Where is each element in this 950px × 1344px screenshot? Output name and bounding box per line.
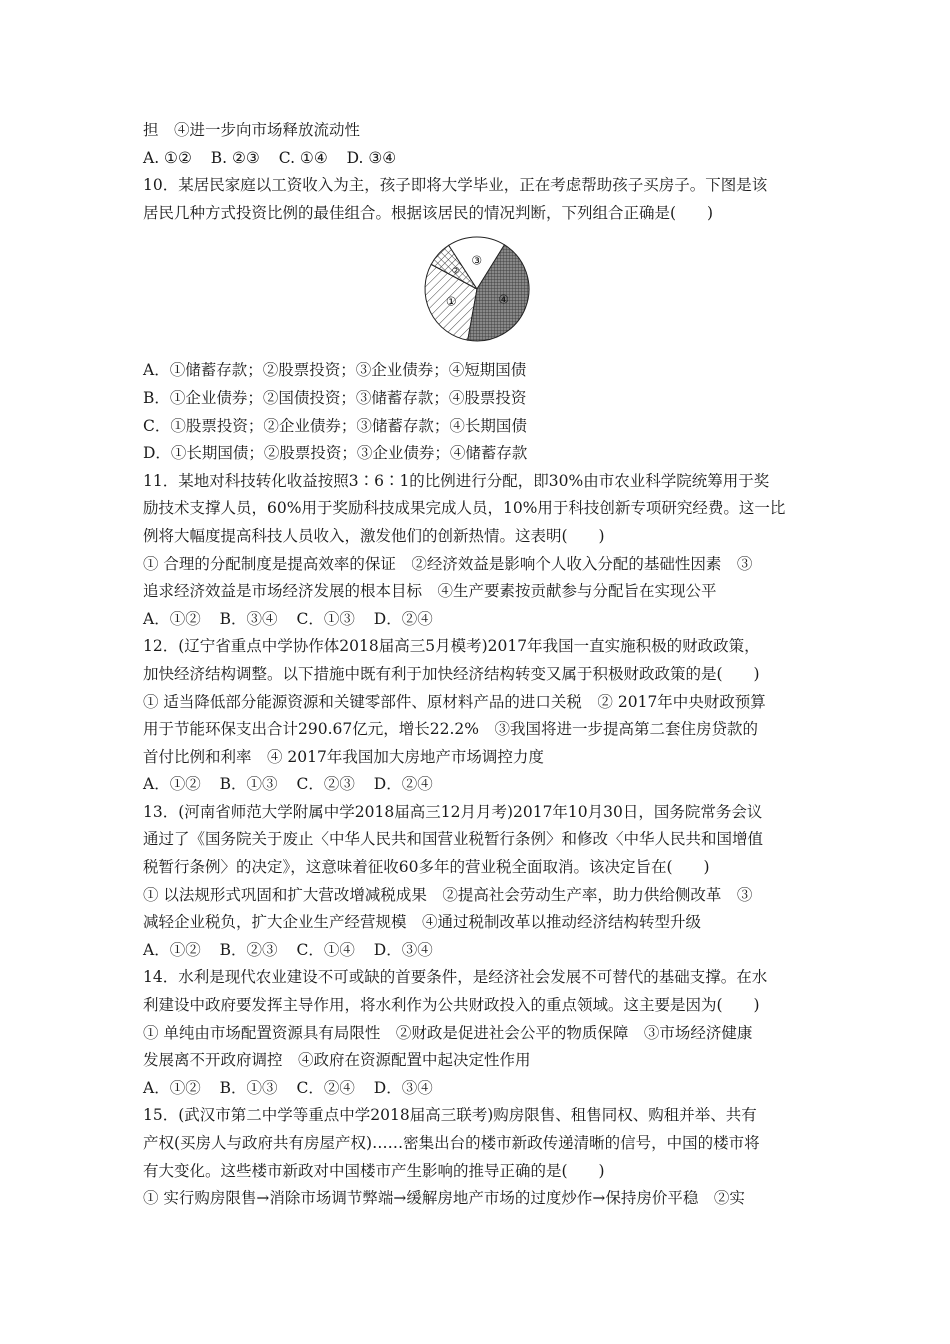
q15-stem-line: 15．(武汉市第二中学等重点中学2018届高三联考)购房限售、租售同权、购租并举、共有 [143, 1106, 757, 1125]
q12-statement-line: 用于节能环保支出合计290.67亿元，增长22.2% ③我国将进一步提高第二套住房贷款的 [143, 720, 758, 739]
q13-option-d[interactable]: D．③④ [373, 940, 433, 959]
q12-statement-line: ① 适当降低部分能源资源和关键零部件、原材料产品的进口关税 ② 2017年中央财政预算 [143, 692, 766, 711]
q10-option-b[interactable]: B．①企业债券；②国债投资；③储蓄存款；④股票投资 [143, 388, 527, 407]
q11-options [143, 606, 813, 634]
q11-stem-line: 例将大幅度提高科技人员收入，激发他们的创新热情。这表明( ) [143, 526, 605, 545]
q11-option-a[interactable]: A．①② [143, 609, 201, 628]
q10-option-d[interactable]: D．①长期国债；②股票投资；③企业债券；④储蓄存款 [143, 444, 528, 463]
q12-stem-line: 加快经济结构调整。以下措施中既有利于加快经济结构转变又属于积极财政政策的是( ) [143, 664, 760, 683]
q13-stem-line: 通过了《国务院关于废止〈中华人民共和国营业税暂行条例〉和修改〈中华人民共和国增值 [143, 830, 764, 849]
q13-statement-line: 减轻企业税负，扩大企业生产经营规模 ④通过税制改革以推动经济结构转型升级 [143, 913, 702, 932]
q12-statement-line: 首付比例和利率 ④ 2017年我国加大房地产市场调控力度 [143, 747, 544, 766]
q14-option-c[interactable]: C．②④ [296, 1078, 355, 1097]
q9-option-d[interactable]: D. ③④ [346, 148, 397, 167]
q10-option-a[interactable]: A．①储蓄存款；②股票投资；③企业债券；④短期国债 [143, 361, 527, 380]
q13-stem-line: 13．(河南省师范大学附属中学2018届高三12月月考)2017年10月30日，国务院常务会议 [143, 802, 763, 821]
q12-stem-line: 12．(辽宁省重点中学协作体2018届高三5月模考)2017年我国一直实施积极的财政政策， [143, 637, 760, 656]
q11-stem-line: 11．某地对科技转化收益按照3∶6∶1的比例进行分配，即30%由市农业科学院统筹用于奖 [143, 471, 770, 490]
q10-option-c[interactable]: C．①股票投资；②企业债券；③储蓄存款；④长期国债 [143, 416, 527, 435]
q14-stem-line: 利建设中政府要发挥主导作用，将水利作为公共财政投入的重点领域。这主要是因为( ) [143, 996, 760, 1015]
q10-stem-line: 10．某居民家庭以工资收入为主，孩子即将大学毕业，正在考虑帮助孩子买房子。下图是该 [143, 176, 768, 195]
pie-slice-label-3: ③ [471, 253, 483, 268]
q11-stem-line: 励技术支撑人员，60%用于奖励科技成果完成人员，10%用于科技创新专项研究经费。这一比 [143, 499, 786, 518]
pie-chart-svg [413, 231, 543, 351]
q9-option-b[interactable]: B. ②③ [210, 148, 260, 167]
q14-option-d[interactable]: D．③④ [373, 1078, 433, 1097]
q14-option-b[interactable]: B．①③ [219, 1078, 278, 1097]
q13-option-c[interactable]: C．①④ [296, 940, 355, 959]
q13-options [143, 937, 813, 965]
pie-slice-label-2: ② [451, 266, 461, 277]
q12-option-d[interactable]: D．②④ [373, 775, 433, 794]
exam-page [143, 117, 813, 1213]
q12-options [143, 771, 813, 799]
q14-statement-line: ① 单纯由市场配置资源具有局限性 ②财政是促进社会公平的物质保障 ③市场经济健康 [143, 1023, 753, 1042]
q13-statement-line: ① 以法规形式巩固和扩大营改增减税成果 ②提高社会劳动生产率，助力供给侧改革 ③ [143, 885, 753, 904]
q11-option-b[interactable]: B．③④ [219, 609, 278, 628]
q13-option-a[interactable]: A．①② [143, 940, 201, 959]
q11-option-c[interactable]: C．①③ [296, 609, 355, 628]
q11-option-d[interactable]: D．②④ [373, 609, 433, 628]
q13-option-b[interactable]: B．②③ [219, 940, 278, 959]
q9-tail: 担 ④进一步向市场释放流动性 [143, 121, 361, 139]
q12-option-c[interactable]: C．②③ [296, 775, 355, 794]
q15-statement-line: ① 实行购房限售→消除市场调节弊端→缓解房地产市场的过度炒作→保持房价平稳 ②实 [143, 1189, 745, 1208]
q14-statement-line: 发展离不开政府调控 ④政府在资源配置中起决定性作用 [143, 1051, 531, 1070]
q14-options [143, 1075, 813, 1103]
investment-pie-chart [143, 227, 813, 357]
pie-slice-label-4: ④ [498, 292, 510, 307]
q13-stem-line: 税暂行条例〉的决定》，这意味着征收60多年的营业税全面取消。该决定旨在( ) [143, 858, 710, 877]
q11-statement-line: ① 合理的分配制度是提高效率的保证 ②经济效益是影响个人收入分配的基础性因素 ③ [143, 554, 753, 573]
q9-option-c[interactable]: C. ①④ [278, 148, 328, 167]
q15-stem-line: 产权(买房人与政府共有房屋产权)……密集出台的楼市新政传递清晰的信号，中国的楼市将 [143, 1134, 760, 1152]
q14-stem-line: 14．水利是现代农业建设不可或缺的首要条件，是经济社会发展不可替代的基础支撑。在水 [143, 968, 768, 987]
q9-option-a[interactable]: A. ①② [143, 148, 192, 167]
pie-slice-label-1: ① [445, 294, 457, 309]
q11-statement-line: 追求经济效益是市场经济发展的根本目标 ④生产要素按贡献参与分配旨在实现公平 [143, 582, 717, 601]
q15-stem-line: 有大变化。这些楼市新政对中国楼市产生影响的推导正确的是( ) [143, 1161, 605, 1180]
q12-option-b[interactable]: B．①③ [219, 775, 278, 794]
q9-options [143, 145, 813, 173]
q12-option-a[interactable]: A．①② [143, 775, 201, 794]
q14-option-a[interactable]: A．①② [143, 1078, 201, 1097]
q10-stem-line: 居民几种方式投资比例的最佳组合。根据该居民的情况判断，下列组合正确是( ) [143, 203, 714, 222]
